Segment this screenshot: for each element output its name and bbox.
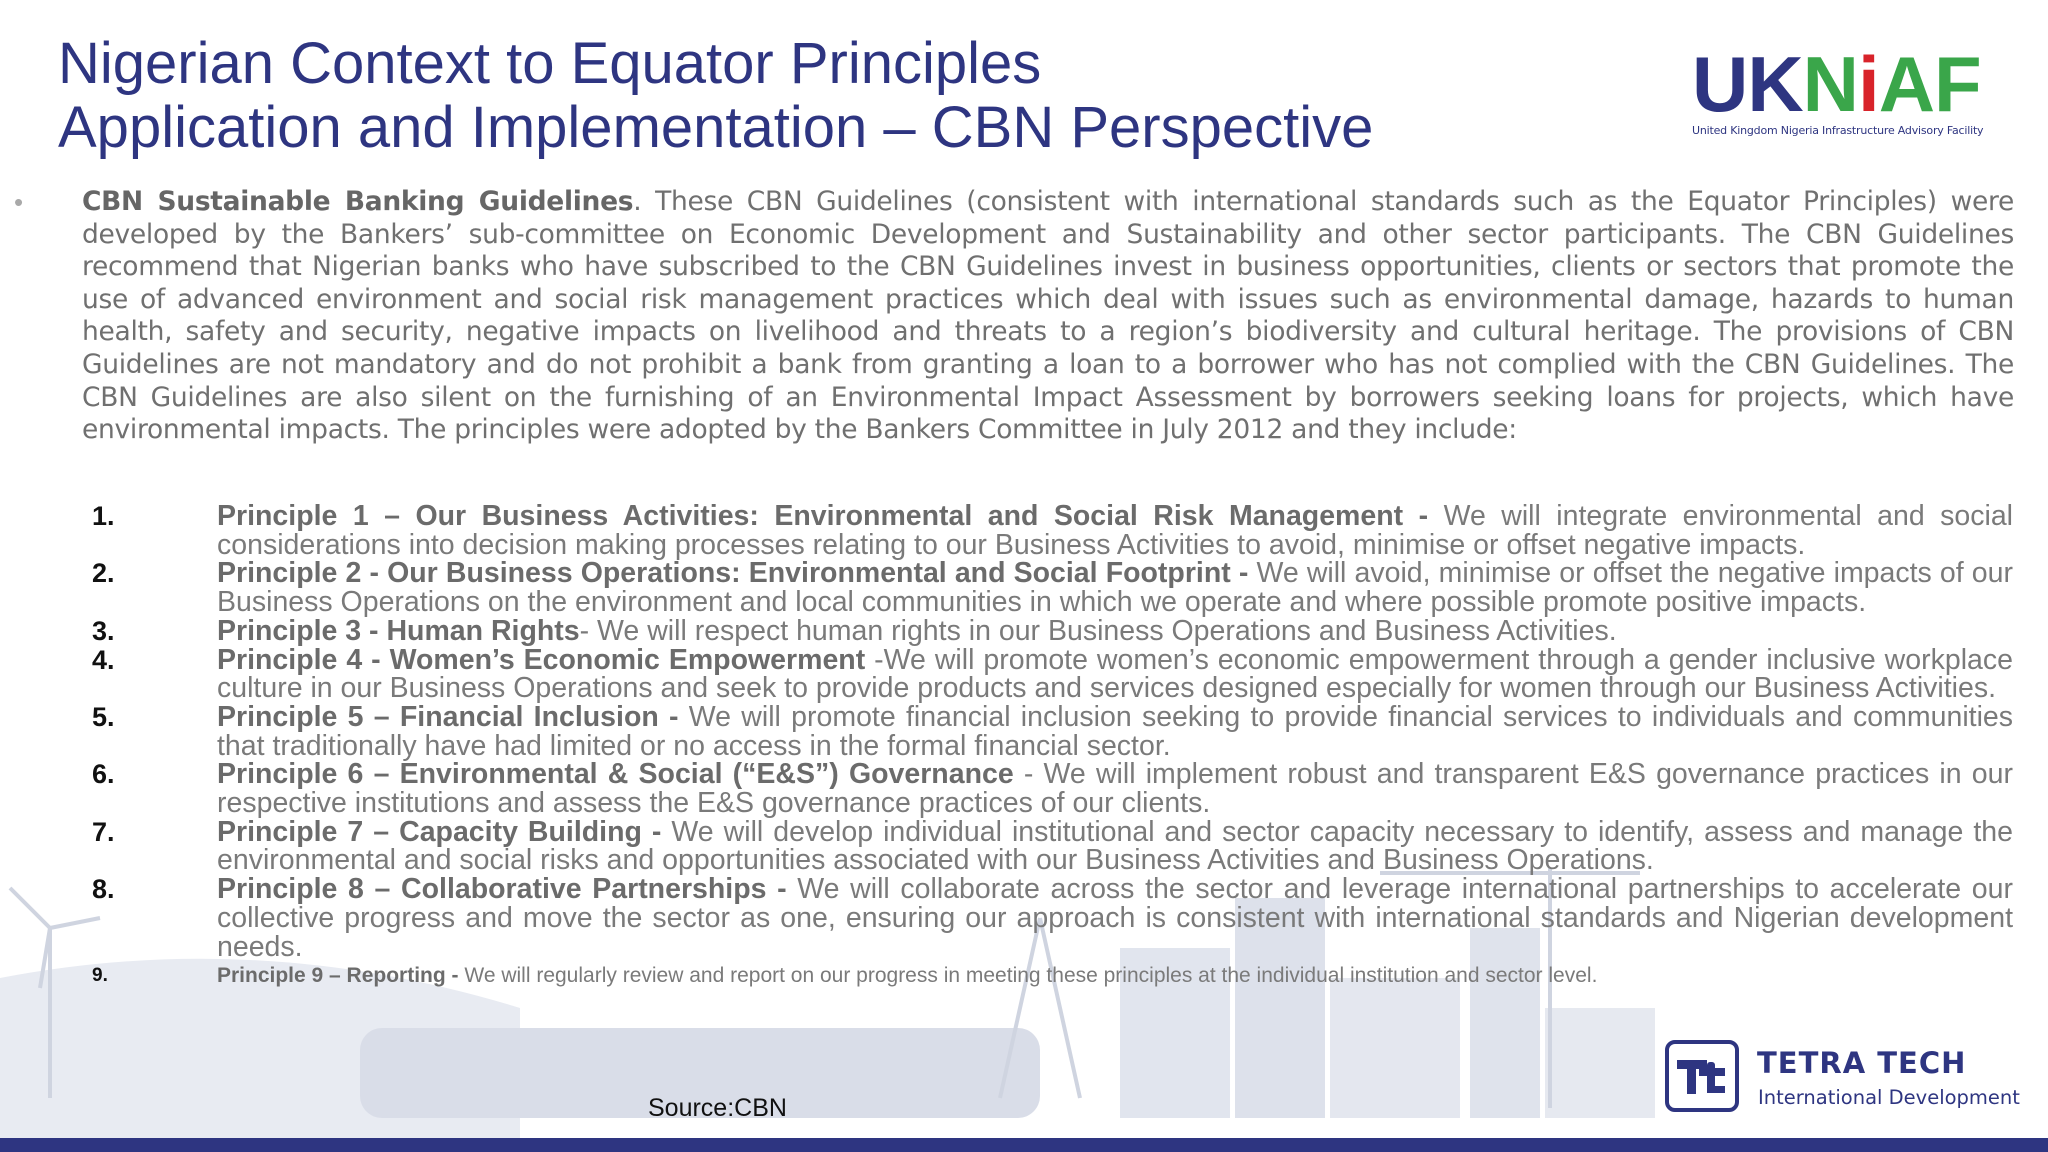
principle-item bbox=[92, 500, 2013, 561]
principle-text: We will develop individual institutional and sector capacity necessary to identify, assess and manage the environmental and social risks and opportunities associated with our Business Activities and Business Operations. bbox=[217, 815, 2013, 877]
principle-text: We will avoid, minimise or offset the negative impacts of our Business Operations on the environment and local communities in which we operate and where possible promote positive impacts. bbox=[217, 557, 2013, 619]
principle-title: Principle 1 – Our Business Activities: Environmental and Social Risk Management - bbox=[217, 500, 1429, 532]
principle-number: 8. bbox=[92, 874, 115, 905]
principle-title: Principle 6 – Environmental & Social (“E&S”) Governance bbox=[217, 758, 1014, 791]
intro-text: . These CBN Guidelines (consistent with international standards such as the Equator Principles) were developed by the Bankers’ sub-committee on Economic Development and Sustainability and other sector participants. The CBN Guidelines recommend that Nigerian banks who have subscribed to the CBN Guidelines invest in business opportunities, clients or sectors that promote the use of advanced environment and social risk management practices which deal with issues such as environmental damage, hazards to human health, safety and security, negative impacts on livelihood and threats to a region’s biodiversity and cultural heritage. The provisions of CBN Guidelines are not mandatory and do not prohibit a bank from granting a loan to a borrower who has not complied with the CBN Guidelines. The CBN Guidelines are also silent on the furnishing of an Environmental Impact Assessment by borrowers seeking loans for projects, which have environmental impacts. The principles were adopted by the Bankers Committee in July 2012 and they include: bbox=[82, 186, 2014, 446]
principle-item bbox=[92, 643, 2013, 705]
principle-item bbox=[92, 700, 2014, 762]
uknaif-logo bbox=[1692, 40, 1984, 138]
principle-text: - We will implement robust and transparent E&S governance practices in our respective institutions and assess the E&S governance practices of our clients. bbox=[217, 758, 2013, 820]
principle-title: Principle 7 – Capacity Building - bbox=[217, 815, 662, 848]
principle-item bbox=[92, 873, 2013, 963]
principle-item bbox=[92, 557, 2013, 619]
principle-text: We will regularly review and report on our progress in meeting these principles at the individual institution and sector level. bbox=[458, 964, 1598, 988]
principle-title: Principle 2 - Our Business Operations: Environmental and Social Footprint - bbox=[217, 557, 1249, 590]
tetra-tech-name: TETRA TECH bbox=[1757, 1046, 1967, 1080]
tetra-tech-subtitle: International Development bbox=[1758, 1086, 2020, 1109]
intro-paragraph bbox=[82, 186, 2014, 447]
principle-number: 4. bbox=[92, 644, 115, 675]
principle-title: Principle 9 – Reporting - bbox=[217, 964, 459, 988]
principle-title: Principle 8 – Collaborative Partnerships - bbox=[217, 873, 787, 906]
footer-bar bbox=[0, 1138, 2048, 1152]
principle-text: - We will respect human rights in our Business Operations and Business Activities. bbox=[579, 614, 1617, 647]
principle-text: We will integrate environmental and social considerations into decision making processes relating to our Business Activities to avoid, minimise or offset negative impacts. bbox=[217, 500, 2013, 561]
principle-number: 6. bbox=[92, 759, 115, 790]
principle-item bbox=[92, 758, 2013, 820]
title-line-2: Application and Implementation – CBN Perspective bbox=[58, 95, 1374, 160]
title-line-1: Nigerian Context to Equator Principles bbox=[58, 31, 1042, 96]
principle-number: 3. bbox=[92, 615, 115, 646]
principle-item bbox=[92, 815, 2013, 877]
principle-title: Principle 5 – Financial Inclusion - bbox=[217, 700, 679, 733]
principles-list bbox=[0, 502, 2048, 989]
tetra-tech-mark-icon bbox=[1665, 1040, 1739, 1112]
principle-item bbox=[92, 614, 2013, 647]
intro-heading: CBN Sustainable Banking Guidelines bbox=[82, 186, 634, 217]
principle-title: Principle 4 - Women’s Economic Empowerment bbox=[217, 643, 866, 676]
uknaif-wordmark: UKNiAF bbox=[1692, 40, 1981, 128]
source-caption: Source:CBN bbox=[648, 1094, 787, 1122]
principle-number: 5. bbox=[92, 701, 115, 732]
principle-item bbox=[92, 963, 2013, 989]
uknaif-tagline: United Kingdom Nigeria Infrastructure Advisory Facility bbox=[1692, 124, 1984, 137]
principle-title: Principle 3 - Human Rights bbox=[217, 614, 580, 647]
bullet-icon: • bbox=[14, 187, 24, 217]
principle-number: 1. bbox=[92, 501, 115, 531]
principle-text: We will collaborate across the sector and leverage international partnerships to accelerate our collective progress and move the sector as one, ensuring our approach is consistent with international standards and Nigerian development needs. bbox=[217, 873, 2013, 963]
page-title bbox=[58, 32, 1373, 160]
principle-number: 9. bbox=[92, 965, 108, 987]
principle-number: 2. bbox=[92, 558, 115, 589]
tetra-tech-logo bbox=[1665, 1040, 2020, 1118]
principle-text: We will promote financial inclusion seeking to provide financial services to individuals and communities that traditionally have had limited or no access in the formal financial sector. bbox=[217, 700, 2014, 762]
principle-text: -We will promote women’s economic empowerment through a gender inclusive workplace culture in our Business Operations and seek to provide products and services designed especially for women through our Business Activities. bbox=[217, 643, 2013, 705]
principle-number: 7. bbox=[92, 816, 115, 847]
